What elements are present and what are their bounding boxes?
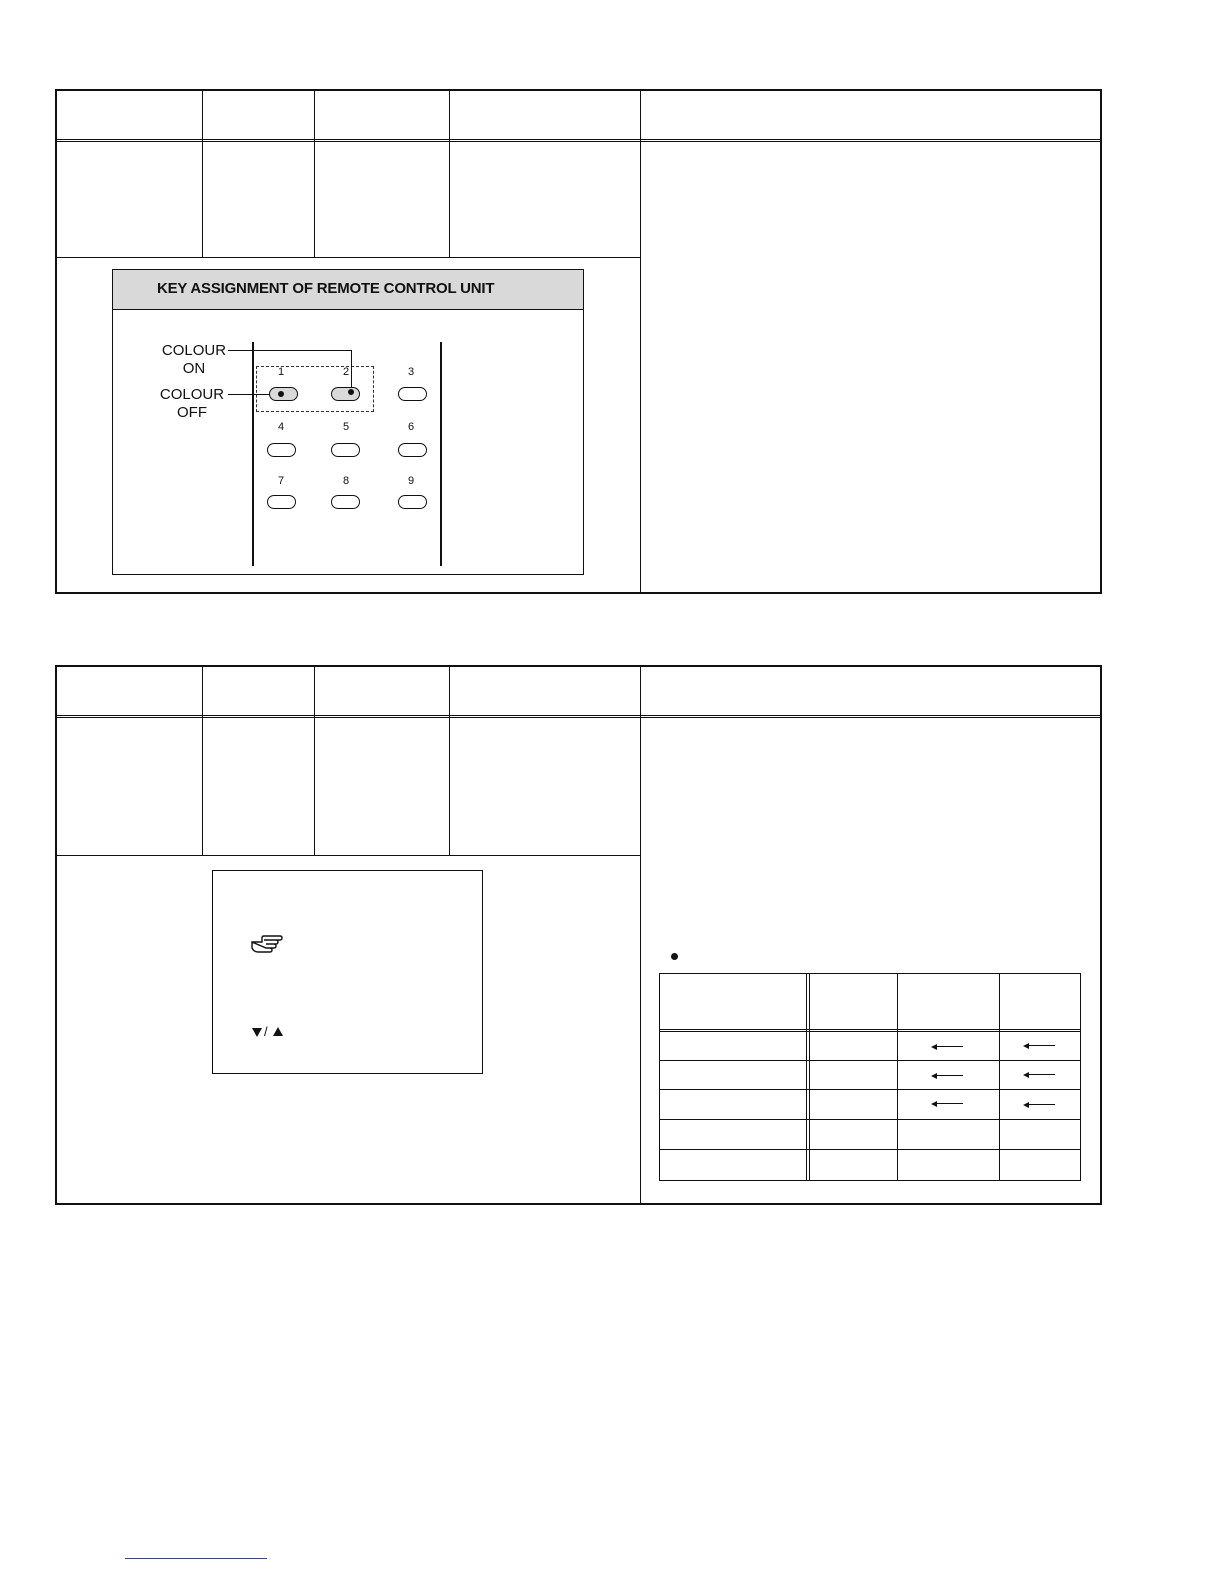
colour-on-label: COLOUR ON bbox=[161, 342, 227, 377]
setting-table-col-divider bbox=[897, 974, 898, 1180]
key-4-label: 4 bbox=[277, 421, 285, 433]
nav-separator: / bbox=[264, 1024, 268, 1039]
left-arrow-icon bbox=[931, 1072, 963, 1080]
left-arrow-icon bbox=[931, 1043, 963, 1051]
setting-table-row-divider bbox=[660, 1089, 1080, 1090]
key-8[interactable] bbox=[331, 495, 360, 509]
table-1-col-divider bbox=[314, 90, 315, 258]
colour-off-label: COLOUR OFF bbox=[159, 386, 225, 421]
key-2-label: 2 bbox=[342, 366, 350, 378]
key-5[interactable] bbox=[331, 443, 360, 457]
setting-table-row-divider bbox=[660, 1149, 1080, 1150]
osd-screen-panel bbox=[212, 870, 483, 1074]
table-2-col-divider bbox=[449, 666, 450, 856]
setting-table-col-divider bbox=[809, 974, 810, 1180]
table-1-col-divider bbox=[202, 90, 203, 258]
table-2-row-divider bbox=[56, 855, 640, 856]
key-9-label: 9 bbox=[407, 475, 415, 487]
left-arrow-icon bbox=[1023, 1101, 1055, 1109]
key-7[interactable] bbox=[267, 495, 296, 509]
table-1-col-divider bbox=[640, 90, 641, 593]
key-assignment-header bbox=[113, 270, 583, 310]
setting-table-row-divider bbox=[660, 1060, 1080, 1061]
bullet-icon bbox=[671, 953, 678, 960]
key-2-dot bbox=[348, 389, 354, 395]
key-9[interactable] bbox=[398, 495, 427, 509]
key-7-label: 7 bbox=[277, 475, 285, 487]
table-2-col-divider bbox=[640, 666, 641, 1204]
table-2-col-divider bbox=[202, 666, 203, 856]
left-arrow-icon bbox=[1023, 1071, 1055, 1079]
table-1-row-divider bbox=[56, 257, 640, 258]
key-1-label: 1 bbox=[277, 366, 285, 378]
remote-outline-right bbox=[440, 342, 442, 566]
key-6[interactable] bbox=[398, 443, 427, 457]
pointing-hand-icon bbox=[250, 934, 284, 954]
key-3-label: 3 bbox=[407, 366, 415, 378]
key-8-label: 8 bbox=[342, 475, 350, 487]
table-1-header-rule bbox=[56, 139, 1101, 142]
key-3[interactable] bbox=[398, 387, 427, 401]
key-4[interactable] bbox=[267, 443, 296, 457]
left-arrow-icon bbox=[1023, 1042, 1055, 1050]
colour-on-leader bbox=[228, 350, 351, 351]
table-1-col-divider bbox=[449, 90, 450, 258]
left-arrow-icon bbox=[931, 1100, 963, 1108]
key-5-label: 5 bbox=[342, 421, 350, 433]
table-2-col-divider bbox=[314, 666, 315, 856]
footer-link-underline[interactable] bbox=[125, 1558, 267, 1559]
down-triangle-icon bbox=[252, 1028, 262, 1037]
remote-outline-left bbox=[252, 342, 254, 566]
setting-table-header-rule bbox=[660, 1029, 1080, 1032]
key-2-colour-on[interactable] bbox=[331, 387, 360, 401]
key-1-dot bbox=[278, 391, 284, 397]
setting-table-row-divider bbox=[660, 1119, 1080, 1120]
key-6-label: 6 bbox=[407, 421, 415, 433]
setting-table-col-divider bbox=[999, 974, 1000, 1180]
setting-table-col-divider bbox=[806, 974, 807, 1180]
key-assignment-title: KEY ASSIGNMENT OF REMOTE CONTROL UNIT bbox=[157, 280, 495, 297]
table-2-header-rule bbox=[56, 715, 1101, 718]
up-triangle-icon bbox=[273, 1027, 283, 1036]
